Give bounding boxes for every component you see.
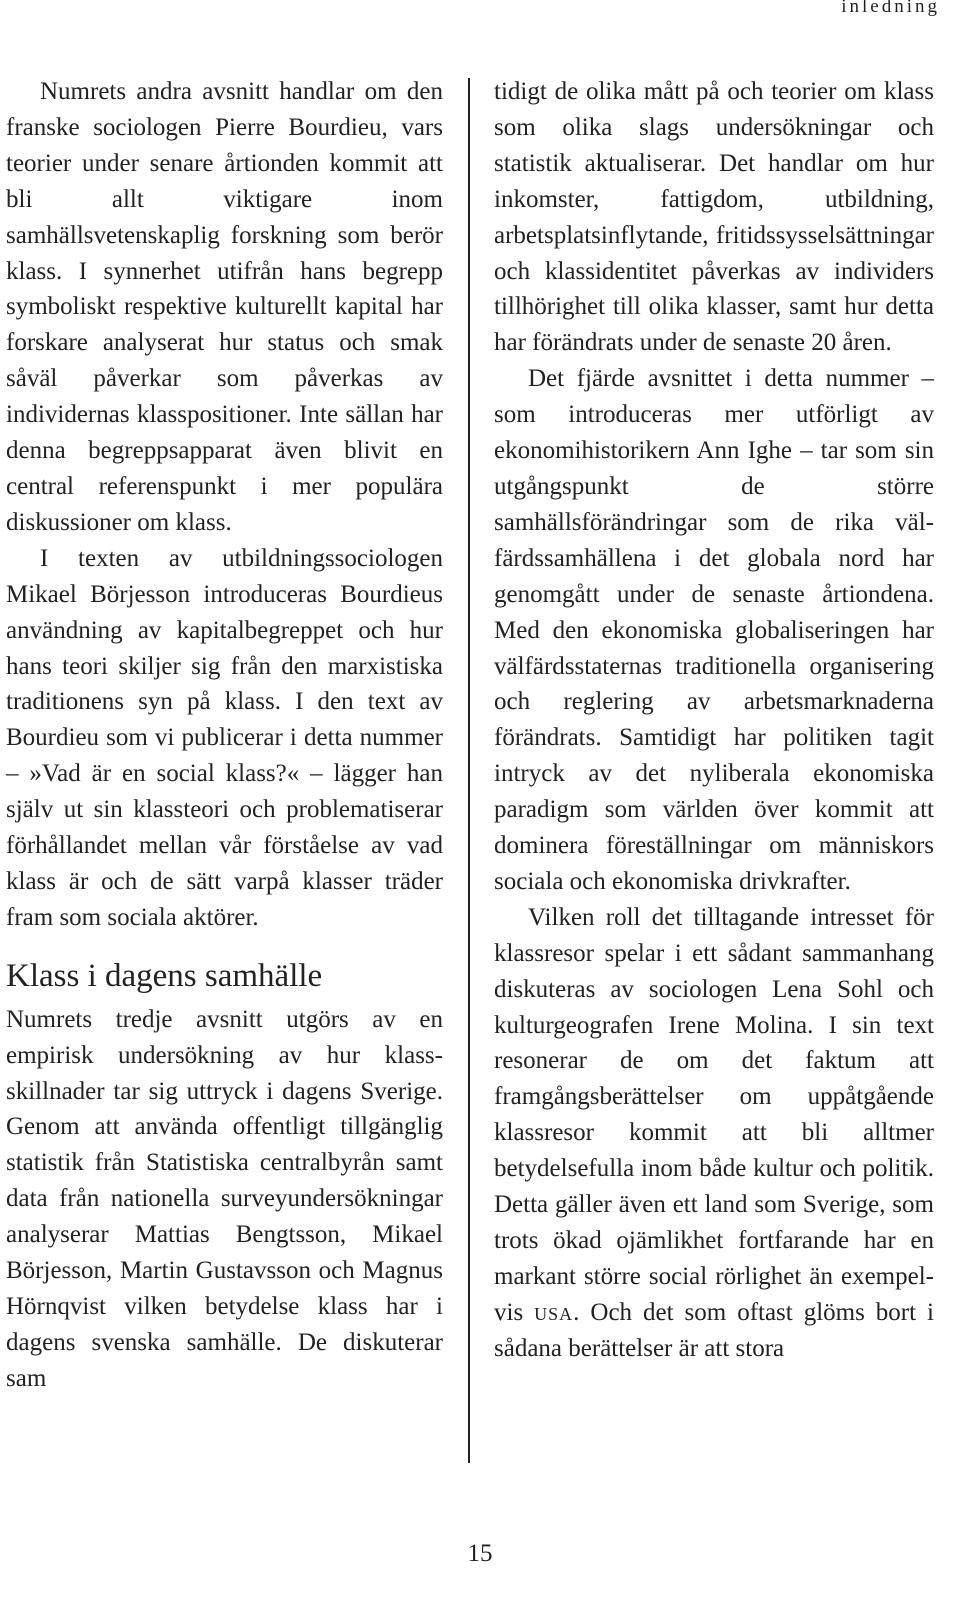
body-paragraph <box>494 900 934 1367</box>
right-column <box>494 74 934 1367</box>
column-divider <box>468 78 470 1463</box>
body-paragraph: Numrets andra avsnitt handlar om den franske sociologen Pierre Bourdieu, vars teorier under senare årtionden kommit att bli allt viktigare inom samhällsvetenskaplig forskning som berör klass. I synnerhet utifrån hans begrepp symboliskt respektive kulturellt kapital har forskare analyserat hur status och smak såväl påverkar som påverkas av individernas klasspositioner. Inte sällan har denna begreppsapparat även blivit en central referenspunkt i mer populära diskussioner om klass. <box>6 78 443 536</box>
body-paragraph: I texten av utbildningssociologen Mikael Börjesson introduceras Bourdieus användning av kapitalbegreppet och hur hans teori skiljer sig från den marxistiska traditionens syn på klass. I den text av Bourdieu som vi publicerar i detta nummer – »Vad är en social klass?« – lägger han själv ut sin klassteori och problematiserar förhållandet mellan vår förståelse av vad klass är och de sätt varpå klasser träder fram som sociala aktörer. <box>6 544 443 931</box>
body-paragraph: tidigt de olika mått på och teorier om klass som olika slags undersökningar och statistik aktualiserar. Det handlar om hur inkomster, fattigdom, utbildning, arbetsplatsinflytande, fritidssysselsättningar och klassidentitet påverkas av individers tillhörighet till olika klasser, samt hur detta har förändrats under de senaste 20 åren. <box>494 78 934 357</box>
section-heading: Klass i dagens samhälle <box>6 957 323 994</box>
paragraph-text: Vilken roll det tilltagande intresset för klassresor spelar i ett sådant sammanhang diskuteras av sociologen Lena Sohl och kulturgeografen Irene Molina. I sin text resonerar de om det faktum att framgångsberättelser om uppåtgående klassresor kommit att bli alltmer betydelsefulla inom både kultur och politik. Detta gäller även ett land som Sverige, som trots ökad ojämlikhet fortfarande har en markant större social rörlighet än exempelvis <box>494 903 934 1326</box>
body-paragraph: Numrets tredje avsnitt utgörs av en empirisk undersökning av hur klassskillnader tar sig uttryck i dagens Sverige. Genom att använda offentligt tillgänglig statistik från Statistiska centralbyrån samt data från nationella surveyundersökningar analyserar Mattias Bengtsson, Mikael Börjesson, Martin Gustavsson och Magnus Hörnqvist vilken betydelse klass har i dagens svenska samhälle. De diskuterar sam <box>6 1005 443 1392</box>
page-number: 15 <box>467 1540 493 1567</box>
left-column <box>6 74 443 1397</box>
paragraph-text: . Och det som oftast glöms bort i sådana berättelser är att stora <box>494 1298 934 1362</box>
abbreviation: usa <box>534 1298 574 1326</box>
running-head: inledning <box>841 0 940 17</box>
body-paragraph: Det fjärde avsnittet i detta nummer – som introduceras mer utförligt av ekonomihistorikern Ann Ighe – tar som sin utgångspunkt de större samhällsförändringar som de rika välfärdssamhällena i det globala nord har genomgått under de senaste årtiondena. Med den ekonomiska globaliseringen har välfärdsstaternas traditionella organisering och reglering av arbetsmarknaderna förändrats. Samtidigt har politiken tagit intryck av det nyliberala ekonomiska paradigm som världen över kommit att dominera föreställningar om människors sociala och ekonomiska drivkrafter. <box>494 365 934 895</box>
